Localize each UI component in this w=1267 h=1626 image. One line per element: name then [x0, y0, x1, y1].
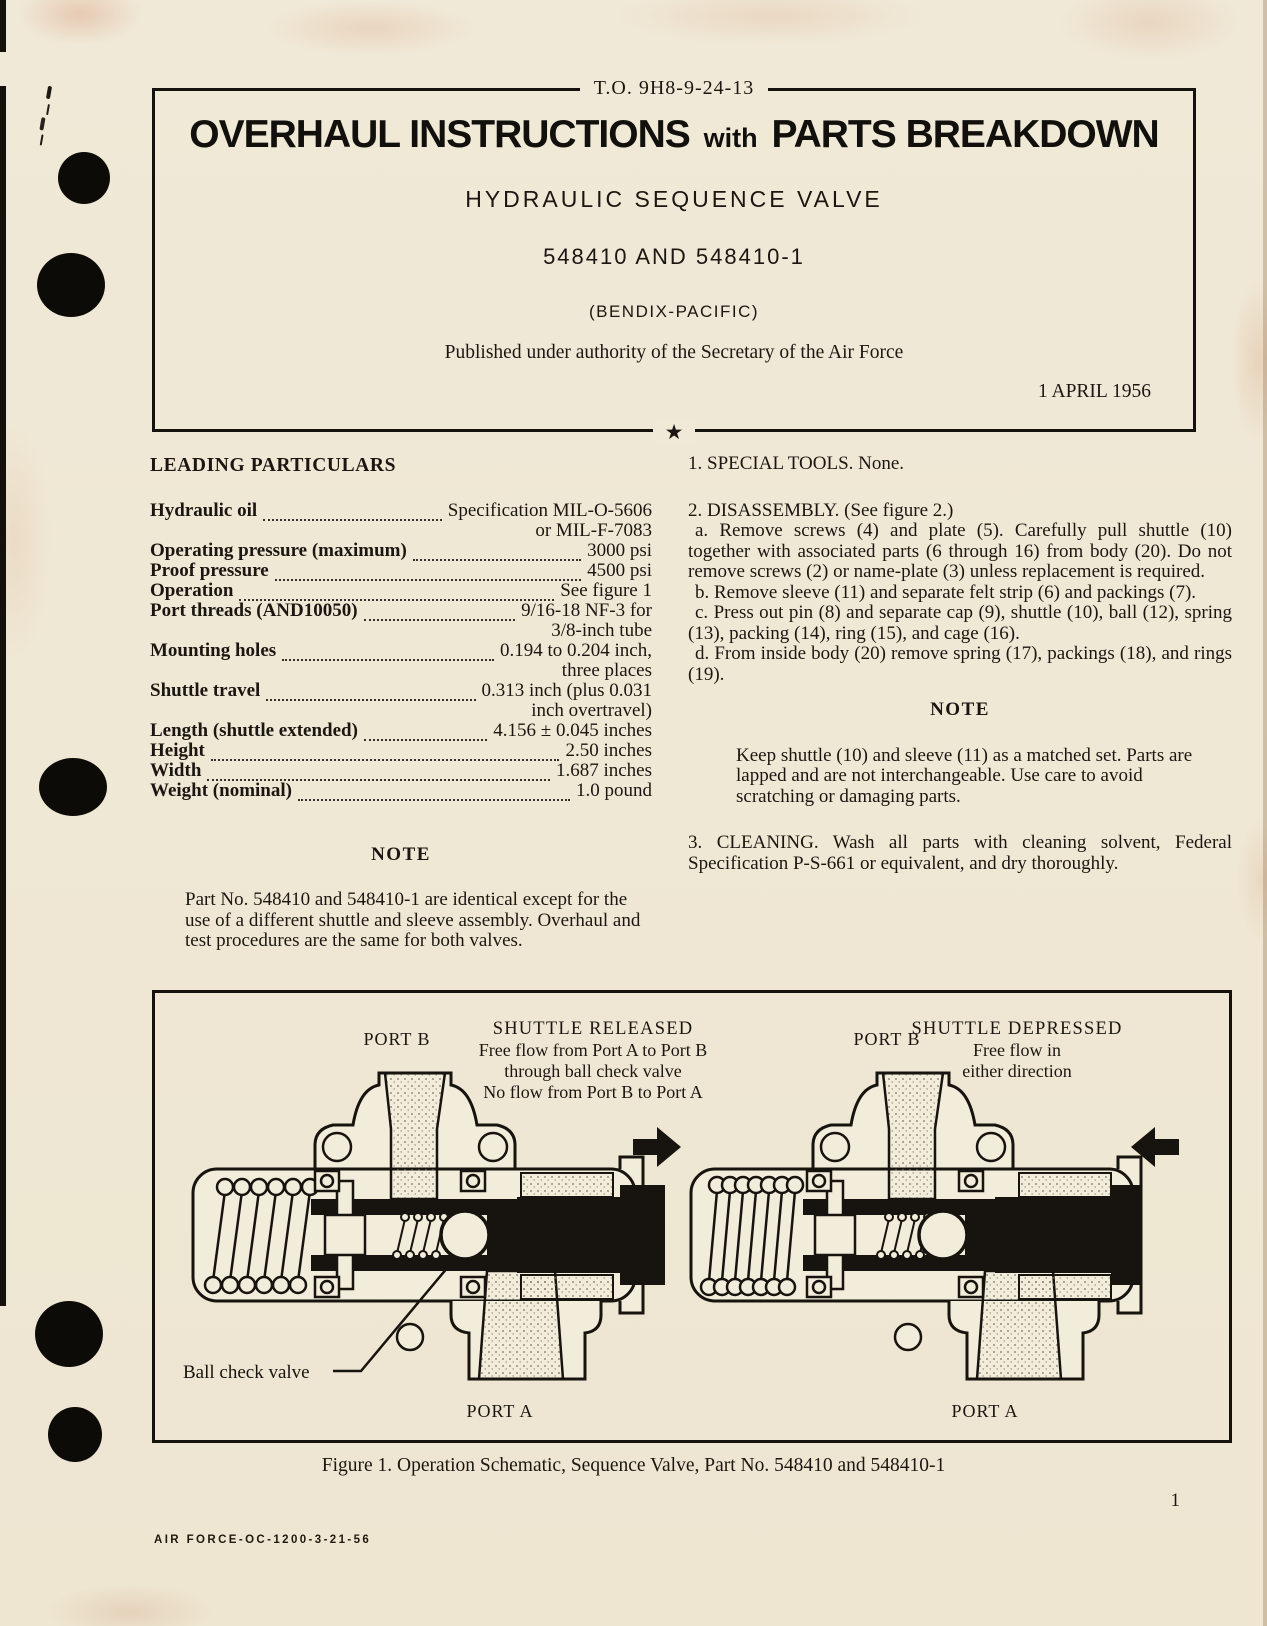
dot-leader	[282, 656, 494, 661]
spec-row	[150, 521, 652, 541]
spec-label: Operation	[150, 579, 234, 601]
scan-corner-mark	[0, 0, 6, 52]
dot-leader	[364, 616, 516, 621]
port-b-channel	[385, 1073, 445, 1199]
port-a-label-right: PORT A	[951, 1401, 1019, 1421]
title-part-2: PARTS BREAKDOWN	[771, 113, 1159, 156]
bolt-hole	[479, 1133, 507, 1161]
title-box	[152, 77, 1196, 444]
manufacturer: (BENDIX-PACIFIC)	[588, 302, 760, 321]
spec-value: 1.0 pound	[576, 779, 652, 801]
piston	[325, 1215, 365, 1255]
spec-value: 4.156 ± 0.045 inches	[493, 719, 652, 741]
binder-hole-mark	[35, 1301, 103, 1367]
star-divider-icon: ★	[653, 420, 696, 444]
figure-1-box	[152, 990, 1232, 1443]
state-line: through ball check valve	[504, 1061, 682, 1081]
spec-value: 0.194 to 0.204 inch,	[500, 639, 652, 661]
disassembly-step: b. Remove sleeve (11) and separate felt strip (6) and packings (7).	[695, 581, 1197, 603]
spec-value: 9/16-18 NF-3 for	[521, 599, 652, 621]
spec-row	[150, 661, 652, 681]
spec-value: See figure 1	[560, 579, 652, 601]
dot-leader	[211, 756, 560, 761]
check-ball	[919, 1211, 967, 1259]
state-line: Free flow from Port A to Port B	[478, 1040, 708, 1060]
title-with: with	[703, 123, 758, 153]
spec-value: 0.313 inch (plus 0.031	[481, 679, 652, 701]
spec-value: or MIL-F-7083	[535, 519, 652, 541]
flow-pocket	[521, 1275, 613, 1299]
spec-row	[150, 761, 652, 781]
spec-label: Port threads (AND10050)	[150, 599, 358, 621]
state-title: SHUTTLE RELEASED	[492, 1019, 694, 1039]
dot-leader	[413, 556, 581, 561]
dot-leader	[266, 696, 475, 701]
valve-schematic-depressed	[663, 1049, 1183, 1401]
spec-value: 3/8-inch tube	[551, 619, 652, 641]
section-disassembly-heading: 2. DISASSEMBLY. (See figure 2.)	[688, 499, 954, 521]
spec-value: 2.50 inches	[565, 739, 652, 761]
spec-label: Mounting holes	[150, 639, 277, 661]
dot-leader	[298, 796, 570, 801]
bolt-hole	[397, 1324, 423, 1350]
disassembly-step: d. From inside body (20) remove spring (17), packings (18), and rings (19).	[688, 643, 1232, 685]
spec-row	[150, 501, 652, 521]
authority-line: Published under authority of the Secretary of the Air Force	[444, 342, 904, 363]
right-column	[688, 454, 1232, 874]
section-cleaning: 3. CLEANING. Wash all parts with cleaning solvent, Federal Specification P-S-661 or equivalent, and dry thoroughly.	[688, 832, 1232, 874]
binder-hole-mark	[37, 253, 105, 317]
scan-edge-shadow	[0, 86, 6, 1306]
flow-pocket	[1019, 1275, 1111, 1299]
binder-hole-mark	[58, 152, 110, 204]
spec-row	[150, 621, 652, 641]
bolt-hole	[821, 1133, 849, 1161]
port-b-label-left: PORT B	[363, 1029, 431, 1049]
spec-row	[150, 781, 652, 801]
spec-label: Proof pressure	[150, 559, 269, 581]
disassembly-step: a. Remove screws (4) and plate (5). Carefully pull shuttle (10) together with associated parts (6 through 16) from body (20). Do not remove screws (2) or name-plate (3) unless replacement is required.	[688, 520, 1232, 582]
flow-pocket	[521, 1173, 613, 1197]
print-code: AIR FORCE-OC-1200-3-21-56	[154, 1534, 372, 1546]
disassembly-step: c. Press out pin (8) and separate cap (9), shuttle (10), ball (12), spring (13), packing (14), ring (15), and cage (16).	[688, 602, 1232, 644]
spec-row	[150, 561, 652, 581]
note-heading: NOTE	[371, 843, 431, 865]
bolt-hole	[977, 1133, 1005, 1161]
note-heading: NOTE	[930, 699, 990, 720]
spec-value: 4500 psi	[587, 559, 652, 581]
left-column	[150, 456, 652, 952]
title-part-1: OVERHAUL INSTRUCTIONS	[189, 113, 690, 156]
spec-row	[150, 721, 652, 741]
binder-hole-mark	[39, 758, 107, 816]
spec-label: Operating pressure (maximum)	[150, 539, 407, 561]
flow-pocket	[1019, 1173, 1111, 1197]
spec-value: three places	[561, 659, 652, 681]
equipment-name: HYDRAULIC SEQUENCE VALVE	[465, 186, 883, 212]
dot-leader	[263, 516, 442, 521]
state-line: No flow from Port B to Port A	[483, 1082, 703, 1102]
binder-hole-mark	[48, 1407, 102, 1462]
ball-check-valve-label: Ball check valve	[183, 1362, 310, 1383]
figure-caption: Figure 1. Operation Schematic, Sequence Valve, Part No. 548410 and 548410-1	[321, 1455, 946, 1476]
page-number: 1	[1170, 1490, 1180, 1511]
spec-row	[150, 581, 652, 601]
spec-label: Width	[150, 759, 202, 781]
leading-particulars-heading: LEADING PARTICULARS	[150, 455, 397, 476]
check-ball	[441, 1211, 489, 1259]
ink-mark	[46, 86, 52, 99]
part-numbers: 548410 AND 548410-1	[543, 244, 805, 269]
note-text: Part No. 548410 and 548410-1 are identical except for the use of a different shuttle and sleeve assembly. Overhaul and test procedures are the same for both valves.	[185, 889, 641, 951]
spec-row	[150, 641, 652, 661]
spec-value: 1.687 inches	[555, 759, 652, 781]
spec-row	[150, 701, 652, 721]
spec-label: Hydraulic oil	[150, 499, 258, 521]
spec-label: Length (shuttle extended)	[150, 719, 358, 741]
port-b-channel	[883, 1073, 943, 1199]
port-a-label-left: PORT A	[466, 1401, 534, 1421]
spec-value: inch overtravel)	[531, 699, 652, 721]
state-line: Free flow in	[973, 1040, 1061, 1060]
spec-label: Weight (nominal)	[150, 779, 292, 801]
piston	[815, 1215, 855, 1255]
state-line: either direction	[962, 1061, 1072, 1081]
port-b-label-right: PORT B	[853, 1029, 921, 1049]
publication-date: 1 APRIL 1956	[1037, 381, 1151, 402]
spec-row	[150, 741, 652, 761]
page-edge-shadow	[1263, 0, 1267, 1626]
dot-leader	[364, 736, 487, 741]
dot-leader	[275, 576, 581, 581]
note-text: Keep shuttle (10) and sleeve (11) as a matched set. Parts are lapped and are not interchangeable. Use care to avoid scratching or damaging parts.	[736, 744, 1193, 807]
spec-label: Shuttle travel	[150, 679, 261, 701]
to-number: T.O. 9H8-9-24-13	[580, 77, 769, 100]
section-special-tools: 1. SPECIAL TOOLS. None.	[688, 453, 905, 474]
spec-row	[150, 541, 652, 561]
spec-row	[150, 681, 652, 701]
bolt-hole	[323, 1133, 351, 1161]
valve-schematic-released	[165, 1049, 685, 1401]
spec-label: Height	[150, 739, 205, 761]
document-title	[155, 113, 1193, 157]
bolt-hole	[895, 1324, 921, 1350]
spec-row	[150, 601, 652, 621]
spec-value: Specification MIL-O-5606	[447, 499, 652, 521]
state-title: SHUTTLE DEPRESSED	[911, 1019, 1123, 1039]
spec-value: 3000 psi	[587, 539, 652, 561]
